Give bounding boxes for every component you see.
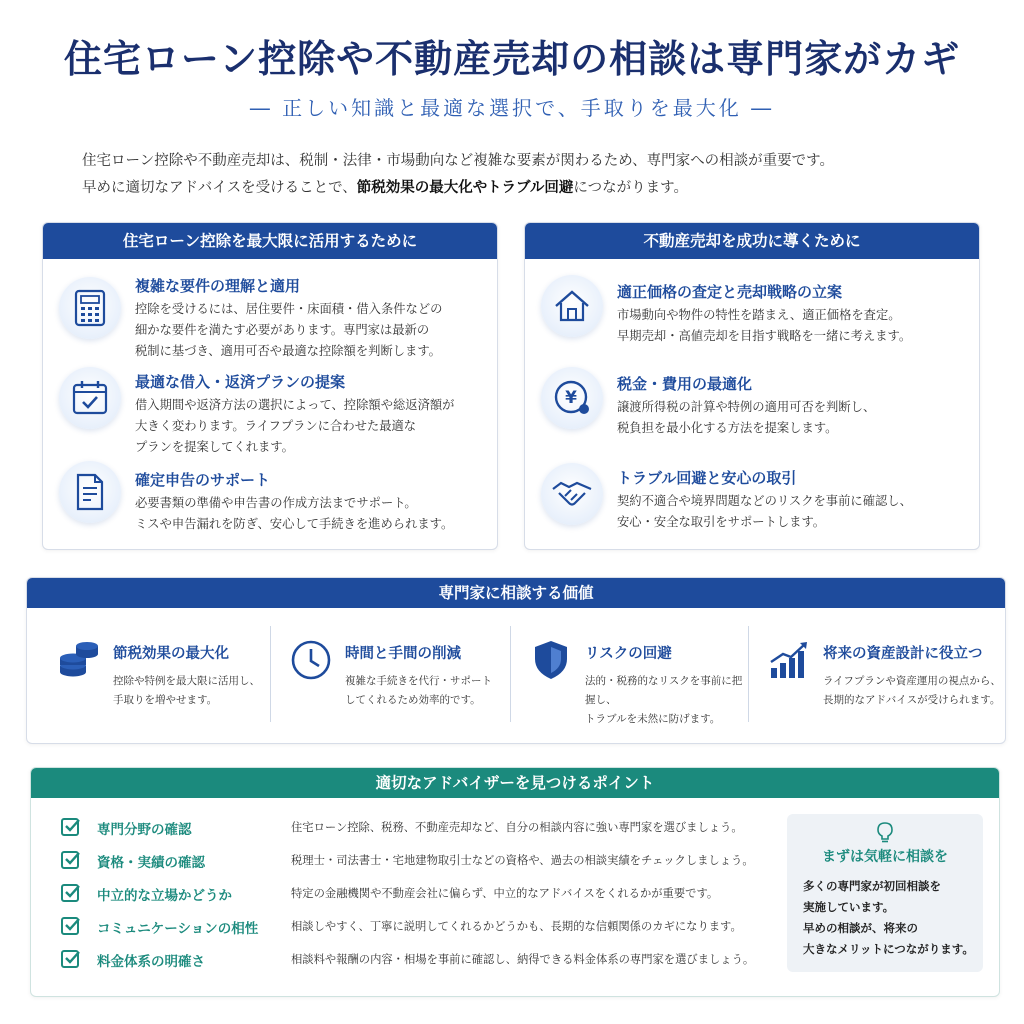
sale-item-3-line: 安心・安全な取引をサポートします。 [617, 515, 826, 529]
checkbox-checked-icon [61, 883, 81, 903]
tip-line: 多くの専門家が初回相談を [803, 879, 941, 893]
value-item-2-desc [345, 672, 495, 710]
advisor-points-section [30, 767, 1000, 997]
intro-text [82, 148, 962, 202]
advisor-point-row [31, 914, 791, 940]
sale-item-1-desc [617, 305, 962, 347]
value-item-2-line: 複雑な手続きを代行・サポート [345, 675, 492, 687]
loan-panel-heading: 住宅ローン控除を最大限に活用するために [43, 223, 497, 259]
loan-item-3-desc [135, 493, 480, 535]
value-item-1 [27, 626, 267, 722]
advisor-point-desc: 住宅ローン控除、税務、不動産売却など、自分の相談内容に強い専門家を選びましょう。 [291, 821, 743, 834]
tip-line: 実施しています。 [803, 900, 895, 914]
advisor-point-label: コミュニケーションの相性 [97, 921, 259, 937]
sale-item-1-line: 市場動向や物件の特性を踏まえ、適正価格を査定。 [617, 308, 901, 322]
value-item-3-line: トラブルを未然に防げます。 [585, 713, 721, 725]
value-item-4-desc [823, 672, 1003, 710]
loan-item-1-desc [135, 299, 480, 362]
loan-item-2-title: 最適な借入・返済プランの提案 [135, 373, 346, 391]
checkbox-checked-icon [61, 850, 81, 870]
page-subtitle: ― 正しい知識と最適な選択で、手取りを最大化 ― [249, 96, 775, 120]
loan-item-1-title: 複雑な要件の理解と適用 [135, 277, 301, 295]
lightbulb-icon [875, 820, 895, 844]
property-sale-panel [524, 222, 980, 550]
intro-line-1: 住宅ローン控除や不動産売却は、税制・法律・市場動向など複雑な要素が関わるため、専門家への相談が重要です。 [82, 153, 834, 169]
tip-line: 大きなメリットにつながります。 [803, 942, 974, 956]
loan-item-2-line: 借入期間や返済方法の選択によって、控除額や総返済額が [135, 398, 455, 412]
coins-icon [57, 638, 101, 682]
advisor-point-desc: 相談しやすく、丁寧に説明してくれるかどうかも、長期的な信頼関係のカギになります。 [291, 920, 742, 933]
advisor-point-desc: 相談料や報酬の内容・相場を事前に確認し、納得できる料金体系の専門家を選びましょう。 [291, 953, 755, 966]
loan-item-3-line: 必要書類の準備や申告書の作成方法までサポート。 [135, 496, 417, 510]
document-icon [59, 461, 121, 523]
calculator-icon [59, 277, 121, 339]
calendar-check-icon [59, 367, 121, 429]
loan-item-1-line: 控除を受けるには、居住要件・床面積・借入条件などの [135, 302, 443, 316]
tip-title: まずは気軽に相談を [822, 849, 948, 865]
page-title: 住宅ローン控除や不動産売却の相談は専門家がカギ [63, 36, 961, 81]
sale-item-1-title: 適正価格の査定と売却戦略の立案 [617, 283, 843, 301]
checkbox-checked-icon [61, 817, 81, 837]
checkbox-checked-icon [61, 949, 81, 969]
intro-line-2-pre: 早めに適切なアドバイスを受けることで、 [82, 180, 357, 196]
advisor-point-row [31, 815, 791, 841]
intro-line-2-post: につながります。 [573, 180, 688, 196]
svg-text:¥: ¥ [565, 388, 577, 408]
growth-chart-icon [767, 638, 811, 682]
value-section-heading: 専門家に相談する価値 [27, 578, 1005, 608]
sale-item-3-desc [617, 491, 962, 533]
consult-value-section [26, 577, 1006, 744]
value-item-1-desc [113, 672, 263, 710]
shield-icon [529, 638, 573, 682]
value-item-3-line: 法的・税務的なリスクを事前に把握し、 [585, 675, 743, 706]
clock-icon [289, 638, 333, 682]
loan-item-2-line: 大きく変わります。ライフプランに合わせた最適な [135, 419, 417, 433]
advisor-section-heading: 適切なアドバイザーを見つけるポイント [31, 768, 999, 798]
value-item-4-title: 将来の資産設計に役立つ [823, 646, 983, 662]
sale-item-3-title: トラブル回避と安心の取引 [617, 469, 797, 487]
sale-item-2-line: 譲渡所得税の計算や特例の適用可否を判断し、 [617, 400, 876, 414]
value-item-2-line: してくれるため効率的です。 [345, 694, 481, 706]
value-item-4-line: ライフプランや資産運用の視点から、 [823, 675, 1001, 687]
loan-item-2-desc [135, 395, 480, 458]
sale-item-3-line: 契約不適合や境界問題などのリスクを事前に確認し、 [617, 494, 912, 508]
advisor-point-label: 中立的な立場かどうか [97, 888, 232, 904]
intro-line-2-bold: 節税効果の最大化やトラブル回避 [356, 180, 574, 196]
sale-item-2-desc [617, 397, 962, 439]
value-item-3 [499, 626, 743, 725]
advisor-point-label: 資格・実績の確認 [97, 855, 205, 871]
advisor-point-row [31, 947, 791, 973]
advisor-point-row [31, 848, 791, 874]
value-item-2-title: 時間と手間の削減 [345, 646, 461, 662]
checkbox-checked-icon [61, 916, 81, 936]
value-item-1-line: 控除や特例を最大限に活用し、 [113, 675, 260, 687]
consult-tip-box [787, 814, 983, 972]
loan-item-1-line: 細かな要件を満たす必要があります。専門家は最新の [135, 323, 430, 337]
advisor-point-desc: 税理士・司法書士・宅地建物取引士などの資格や、過去の相談実績をチェックしましょう。 [291, 854, 754, 867]
advisor-point-row [31, 881, 791, 907]
sale-item-1-line: 早期売却・高値売却を目指す戦略を一緒に考えます。 [617, 329, 912, 343]
yen-coin-icon [541, 367, 603, 429]
value-item-1-title: 節税効果の最大化 [113, 646, 229, 662]
house-icon [541, 275, 603, 337]
sale-panel-heading: 不動産売却を成功に導くために [525, 223, 979, 259]
loan-item-1-line: 税制に基づき、適用可否や最適な控除額を判断します。 [135, 344, 441, 358]
value-item-1-line: 手取りを増やせます。 [113, 694, 218, 706]
value-item-4 [737, 626, 1001, 722]
advisor-point-desc: 特定の金融機関や不動産会社に偏らず、中立的なアドバイスをくれるかが重要です。 [291, 887, 719, 900]
loan-deduction-panel [42, 222, 498, 550]
advisor-point-label: 料金体系の明確さ [97, 954, 205, 970]
tip-line: 早めの相談が、将来の [803, 921, 918, 935]
sale-item-2-line: 税負担を最小化する方法を提案します。 [617, 421, 838, 435]
loan-item-2-line: プランを提案してくれます。 [135, 440, 294, 454]
advisor-point-label: 専門分野の確認 [97, 822, 192, 838]
value-item-2 [259, 626, 499, 722]
value-item-4-line: 長期的なアドバイスが受けられます。 [823, 694, 1001, 706]
intro-line-2 [82, 175, 962, 202]
handshake-icon [541, 463, 603, 525]
value-item-3-desc [585, 672, 745, 729]
value-item-3-title: リスクの回避 [585, 646, 672, 662]
loan-item-3-title: 確定申告のサポート [135, 471, 271, 489]
loan-item-3-line: ミスや申告漏れを防ぎ、安心して手続きを進められます。 [135, 517, 454, 531]
sale-item-2-title: 税金・費用の最適化 [617, 375, 753, 393]
tip-body [803, 876, 977, 960]
